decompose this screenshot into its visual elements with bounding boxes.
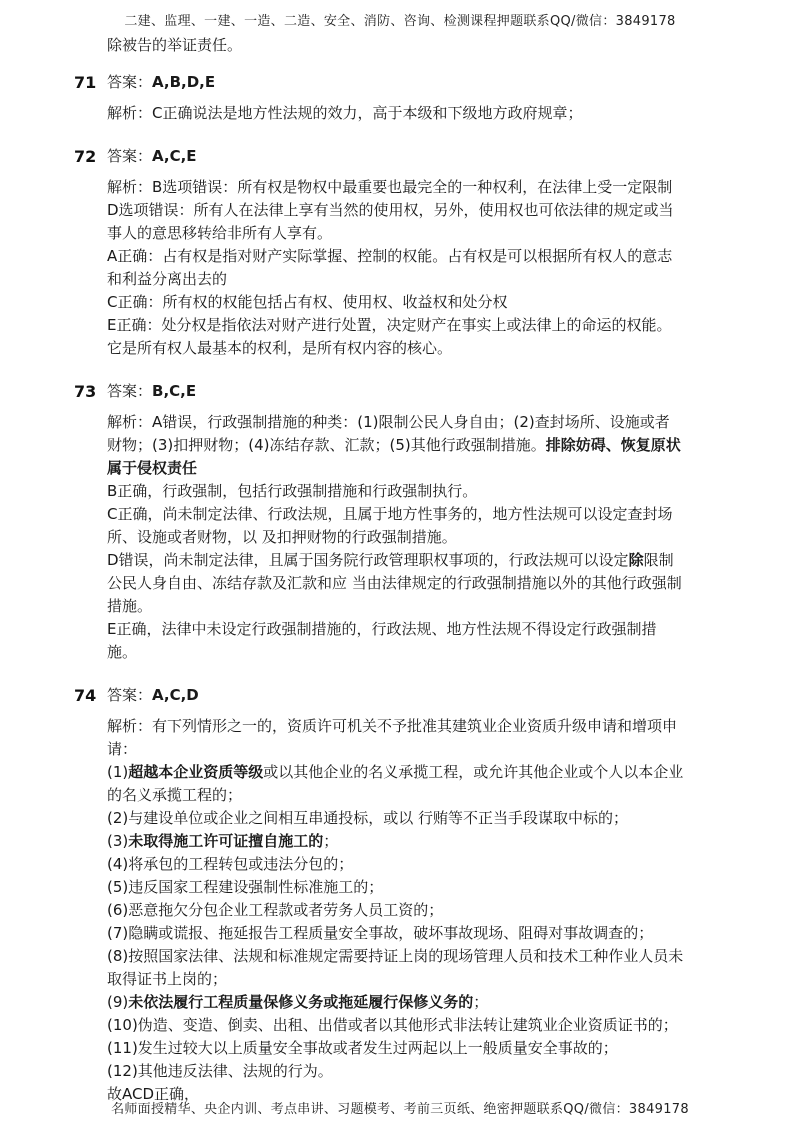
text-segment: (5)违反国家工程建设强制性标准施工的；	[107, 878, 384, 896]
text-segment: 所、设施或者财物，以 及扣押财物的行政强制措施。	[107, 528, 457, 546]
emphasis-text: 排除妨碍、恢复原状	[545, 436, 681, 454]
explanation-line	[107, 830, 747, 853]
text-segment: ；	[473, 993, 489, 1011]
text-segment: (10)伪造、变造、倒卖、出租、出借或者以其他形式非法转让建筑业企业资质证书的；	[107, 1016, 678, 1034]
text-segment: 和利益分离出去的	[107, 270, 228, 288]
explanation-line	[107, 526, 747, 549]
explanation-line	[107, 738, 747, 761]
emphasis-text: 未取得施工许可证擅自施工的	[128, 832, 324, 850]
explanation-line	[107, 572, 747, 595]
text-segment: C正确：所有权的权能包括占有权、使用权、收益权和处分权	[107, 293, 508, 311]
explanation-line	[107, 595, 747, 618]
text-segment: 限制	[643, 551, 674, 569]
text-segment: (9)	[107, 993, 129, 1011]
question-number: 71	[74, 73, 97, 92]
answer-value: A,C,D	[152, 686, 199, 704]
emphasis-text: 属于侵权责任	[107, 459, 198, 477]
explanation-line	[107, 480, 747, 503]
explanation-line	[107, 457, 747, 480]
question-header	[74, 145, 747, 168]
text-segment: (7)隐瞒或谎报、拖延报告工程质量安全事故，破坏事故现场、阻碍对事故调查的；	[107, 924, 654, 942]
explanation-line	[107, 761, 747, 784]
text-segment: 的名义承揽工程的；	[107, 786, 243, 804]
explanation	[107, 102, 747, 125]
explanation	[107, 176, 747, 360]
explanation-line	[107, 853, 747, 876]
explanation-line	[107, 899, 747, 922]
text-segment: 公民人身自由、冻结存款及汇款和应 当由法律规定的行政强制措施以外的其他行政强制	[107, 574, 682, 592]
text-segment: 解析：B选项错误：所有权是物权中最重要也最完全的一种权利，在法律上受一定限制	[107, 178, 673, 196]
text-segment: C正确，尚未制定法律、行政法规，且属于地方性事务的，地方性法规可以设定查封场	[107, 505, 673, 523]
explanation-line	[107, 968, 747, 991]
question-header	[74, 684, 747, 707]
text-segment: 措施。	[107, 597, 153, 615]
text-segment: ；	[323, 832, 339, 850]
text-segment: (6)恶意拖欠分包企业工程款或者劳务人员工资的；	[107, 901, 444, 919]
explanation-line	[107, 1014, 747, 1037]
text-segment: (1)	[107, 763, 129, 781]
explanation-line	[107, 268, 747, 291]
lead-text: 除被告的举证责任。	[107, 36, 243, 54]
explanation-line	[107, 549, 747, 572]
text-segment: (2)与建设单位或企业之间相互串通投标，或以 行贿等不正当手段谋取中标的；	[107, 809, 629, 827]
text-segment: 故ACD正确，	[107, 1085, 200, 1103]
question-number: 74	[74, 686, 97, 705]
text-segment: D选项错误：所有人在法律上享有当然的使用权，另外，使用权也可依法律的规定或当	[107, 201, 674, 219]
explanation-line	[107, 715, 747, 738]
explanation-line	[107, 245, 747, 268]
text-segment: (8)按照国家法律、法规和标准规定需要持证上岗的现场管理人员和技术工种作业人员未	[107, 947, 684, 965]
explanation-line	[107, 102, 747, 125]
text-segment: (4)将承包的工程转包或违法分包的；	[107, 855, 354, 873]
explanation	[107, 411, 747, 664]
question-block	[74, 145, 747, 360]
question-header	[74, 380, 747, 403]
text-segment: 取得证书上岗的；	[107, 970, 228, 988]
emphasis-text: 除	[628, 551, 644, 569]
question-block	[74, 684, 747, 1106]
text-segment: 财物；(3)扣押财物；(4)冻结存款、汇款；(5)其他行政强制措施。	[107, 436, 546, 454]
explanation-line	[107, 503, 747, 526]
explanation-line	[107, 314, 747, 337]
explanation-line	[107, 222, 747, 245]
explanation-line	[107, 922, 747, 945]
explanation-line	[107, 784, 747, 807]
text-segment: 施。	[107, 643, 138, 661]
explanation-line	[107, 618, 747, 641]
text-segment: 或以其他企业的名义承揽工程，或允许其他企业或个人以本企业	[263, 763, 684, 781]
text-segment: 它是所有权人最基本的权利，是所有权内容的核心。	[107, 339, 453, 357]
text-segment: E正确，法律中未设定行政强制措施的，行政法规、地方性法规不得设定行政强制措	[107, 620, 657, 638]
explanation-line	[107, 991, 747, 1014]
text-segment: (11)发生过较大以上质量安全事故或者发生过两起以上一般质量安全事故的；	[107, 1039, 618, 1057]
answer-value: A,C,E	[152, 147, 197, 165]
question-block	[74, 380, 747, 664]
answer-label: 答案：	[107, 147, 153, 165]
question-block	[74, 71, 747, 125]
question-number: 73	[74, 382, 97, 401]
explanation-line	[107, 199, 747, 222]
explanation-line	[107, 337, 747, 360]
explanation-line	[107, 807, 747, 830]
explanation-line	[107, 876, 747, 899]
text-segment: A正确：占有权是指对财产实际掌握、控制的权能。占有权是可以根据所有权人的意志	[107, 247, 673, 265]
explanation-line	[107, 411, 747, 434]
text-segment: E正确：处分权是指依法对财产进行处置，决定财产在事实上或法律上的命运的权能。	[107, 316, 672, 334]
text-segment: (3)	[107, 832, 129, 850]
answer-value: B,C,E	[152, 382, 197, 400]
answer-value: A,B,D,E	[152, 73, 216, 91]
question-number: 72	[74, 147, 97, 166]
text-segment: 解析：有下列情形之一的，资质许可机关不予批准其建筑业企业资质升级申请和增项申	[107, 717, 678, 735]
explanation-line	[107, 1060, 747, 1083]
text-segment: 解析：C正确说法是地方性法规的效力，高于本级和下级地方政府规章；	[107, 104, 583, 122]
emphasis-text: 未依法履行工程质量保修义务或拖延履行保修义务的	[128, 993, 474, 1011]
answer-label: 答案：	[107, 382, 153, 400]
text-segment: 请：	[107, 740, 138, 758]
explanation-line	[107, 291, 747, 314]
text-segment: B正确，行政强制，包括行政强制措施和行政强制执行。	[107, 482, 478, 500]
document-content	[74, 34, 747, 1106]
question-list	[74, 71, 747, 1106]
answer-label: 答案：	[107, 686, 153, 704]
explanation-line	[107, 176, 747, 199]
text-segment: 解析：A错误，行政强制措施的种类：(1)限制公民人身自由；(2)查封场所、设施或者	[107, 413, 670, 431]
page-footer: 名师面授精华、央企内训、考点串讲、习题模考、考前三页纸、绝密押题联系QQ/微信：3849178	[111, 1102, 689, 1117]
explanation-line	[107, 945, 747, 968]
question-header	[74, 71, 747, 94]
text-segment: (12)其他违反法律、法规的行为。	[107, 1062, 333, 1080]
page-header: 二建、监理、一建、一造、二造、安全、消防、咨询、检测课程押题联系QQ/微信：3849178	[124, 14, 676, 29]
explanation-line	[107, 434, 747, 457]
answer-label: 答案：	[107, 73, 153, 91]
text-segment: 事人的意思移转给非所有人享有。	[107, 224, 333, 242]
explanation	[107, 715, 747, 1106]
explanation-line	[107, 1037, 747, 1060]
text-segment: D错误，尚未制定法律，且属于国务院行政管理职权事项的，行政法规可以设定	[107, 551, 629, 569]
emphasis-text: 超越本企业资质等级	[128, 763, 264, 781]
explanation-line	[107, 641, 747, 664]
